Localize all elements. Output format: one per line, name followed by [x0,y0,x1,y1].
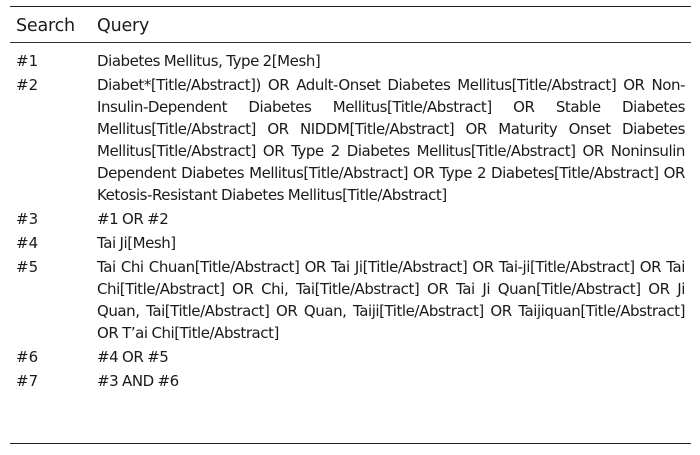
table-row [10,232,691,254]
table-row [10,50,691,72]
search-number: #3 [16,210,39,228]
query-text: Diabetes Mellitus, Type 2[Mesh] [97,52,321,70]
table-row [10,346,691,368]
query-text: Diabet*[Title/Abstract]) OR Adult-Onset Diabetes Mellitus[Title/Abstract] OR Non-Insulin-Dependent Diabetes Mellitus[Title/Abstract] OR Stable Diabetes Mellitus[Title/Abstract] OR NIDDM[Title/Abstract] OR Maturity Onset Diabetes Mellitus[Title/Abstract] OR Type 2 Diabetes Mellitus[Title/Abstract] OR Noninsulin Dependent Diabetes Mellitus[Title/Abstract] OR Type 2 Diabetes[Title/Abstract] OR Ketosis-Resistant Diabetes Mellitus[Title/Abstract] [97,76,685,204]
table-row [10,208,691,230]
query-text: Tai Ji[Mesh] [97,234,176,252]
search-strategy-table [10,0,691,455]
table-top-rule [10,6,691,7]
search-column-header: Search [16,16,75,36]
query-text: #1 OR #2 [97,210,169,228]
table-row [10,370,691,392]
query-column-header: Query [97,16,150,36]
query-text: #4 OR #5 [97,348,169,366]
search-number: #7 [16,372,39,390]
search-number: #6 [16,348,39,366]
table-header-row [10,8,691,43]
table-row [10,74,691,206]
search-number: #5 [16,258,39,276]
query-text: #3 AND #6 [97,372,179,390]
search-number: #2 [16,76,39,94]
search-number: #4 [16,234,39,252]
query-text: Tai Chi Chuan[Title/Abstract] OR Tai Ji[Title/Abstract] OR Tai-ji[Title/Abstract] OR Tai Chi[Title/Abstract] OR Chi, Tai[Title/Abstract] OR Tai Ji Quan[Title/Abstract] OR Ji Quan, Tai[Title/Abstract] OR Quan, Taiji[Title/Abstract] OR Taijiquan[Title/Abstract] OR T’ai Chi[Title/Abstract] [97,258,685,342]
table-bottom-rule [10,443,691,444]
search-number: #1 [16,52,39,70]
table-body [10,50,691,394]
table-row [10,256,691,344]
